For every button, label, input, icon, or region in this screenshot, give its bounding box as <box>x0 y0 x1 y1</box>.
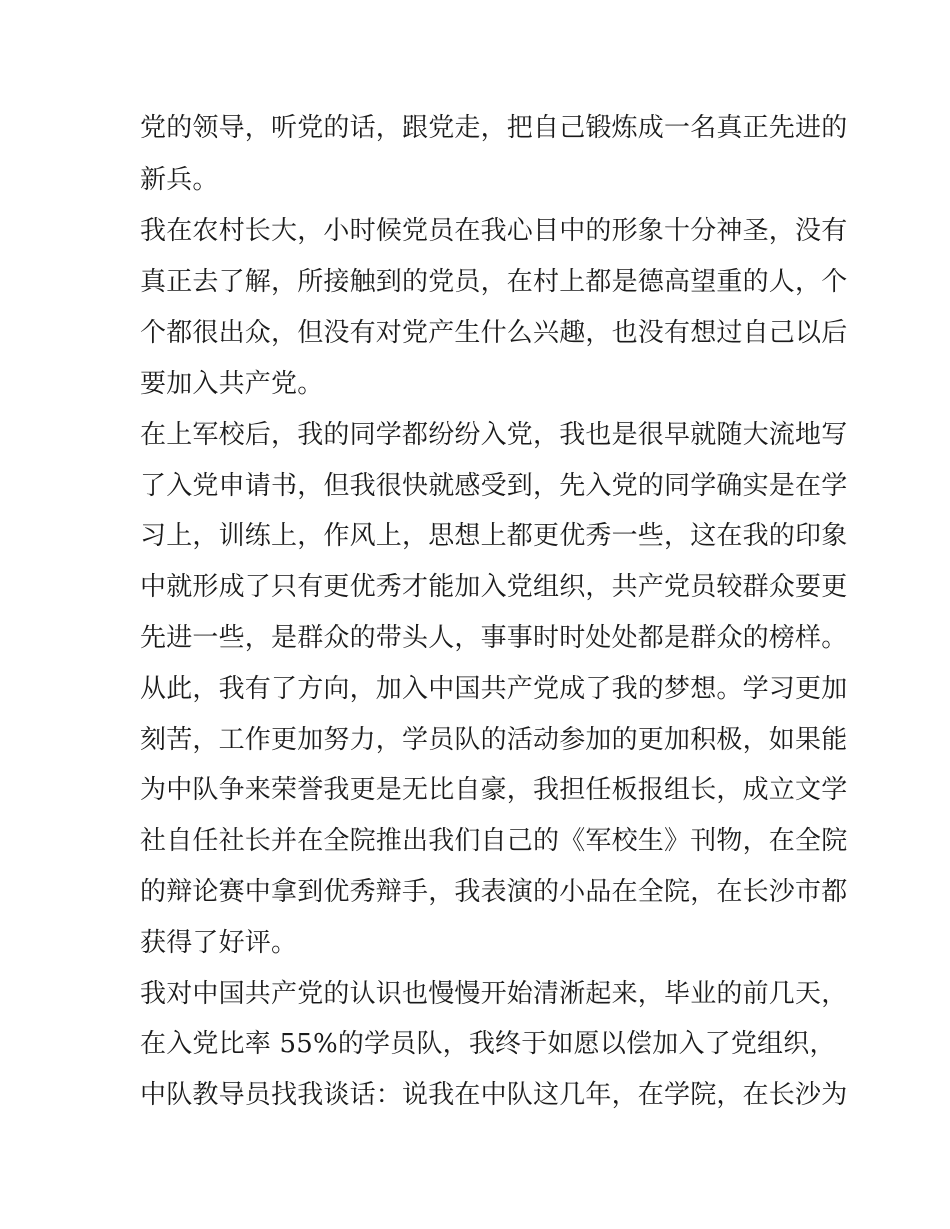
text-line: 新兵。 <box>140 165 219 195</box>
text-line: 个都很出众，但没有对党产生什么兴趣，也没有想过自己以后 <box>140 318 848 348</box>
text-line: 先进一些，是群众的带头人，事事时时处处都是群众的榜样。 <box>140 623 848 653</box>
text-line: 要加入共产党。 <box>140 369 324 399</box>
text-line: 在上军校后，我的同学都纷纷入党，我也是很早就随大流地写 <box>140 420 848 450</box>
text-line: 社自任社长并在全院推出我们自己的《军校生》刊物，在全院 <box>140 826 848 856</box>
text-line: 在入党比率 55%的学员队，我终于如愿以偿加入了党组织， <box>140 1029 836 1059</box>
text-line: 我对中国共产党的认识也慢慢开始清淅起来，毕业的前几天， <box>140 979 848 1009</box>
text-line: 真正去了解，所接触到的党员，在村上都是德高望重的人，个 <box>140 267 848 297</box>
text-line: 中队教导员找我谈话：说我在中队这几年，在学院，在长沙为 <box>140 1080 848 1110</box>
text-line: 党的领导，听党的话，跟党走，把自己锻炼成一名真正先进的 <box>140 113 848 143</box>
text-line: 了入党申请书，但我很快就感受到，先入党的同学确实是在学 <box>140 471 848 501</box>
text-line: 的辩论赛中拿到优秀辩手，我表演的小品在全院，在长沙市都 <box>140 877 848 907</box>
text-line: 中就形成了只有更优秀才能加入党组织，共产党员较群众要更 <box>140 572 848 602</box>
text-line: 刻苦，工作更加努力，学员队的活动参加的更加积极，如果能 <box>140 725 848 755</box>
text-line: 为中队争来荣誉我更是无比自豪，我担任板报组长，成立文学 <box>140 775 848 805</box>
text-line: 我在农村长大，小时候党员在我心目中的形象十分神圣，没有 <box>140 216 848 246</box>
text-line: 习上，训练上，作风上，思想上都更优秀一些，这在我的印象 <box>140 521 848 551</box>
text-line: 获得了好评。 <box>140 928 298 958</box>
text-line: 从此，我有了方向，加入中国共产党成了我的梦想。学习更加 <box>140 674 848 704</box>
